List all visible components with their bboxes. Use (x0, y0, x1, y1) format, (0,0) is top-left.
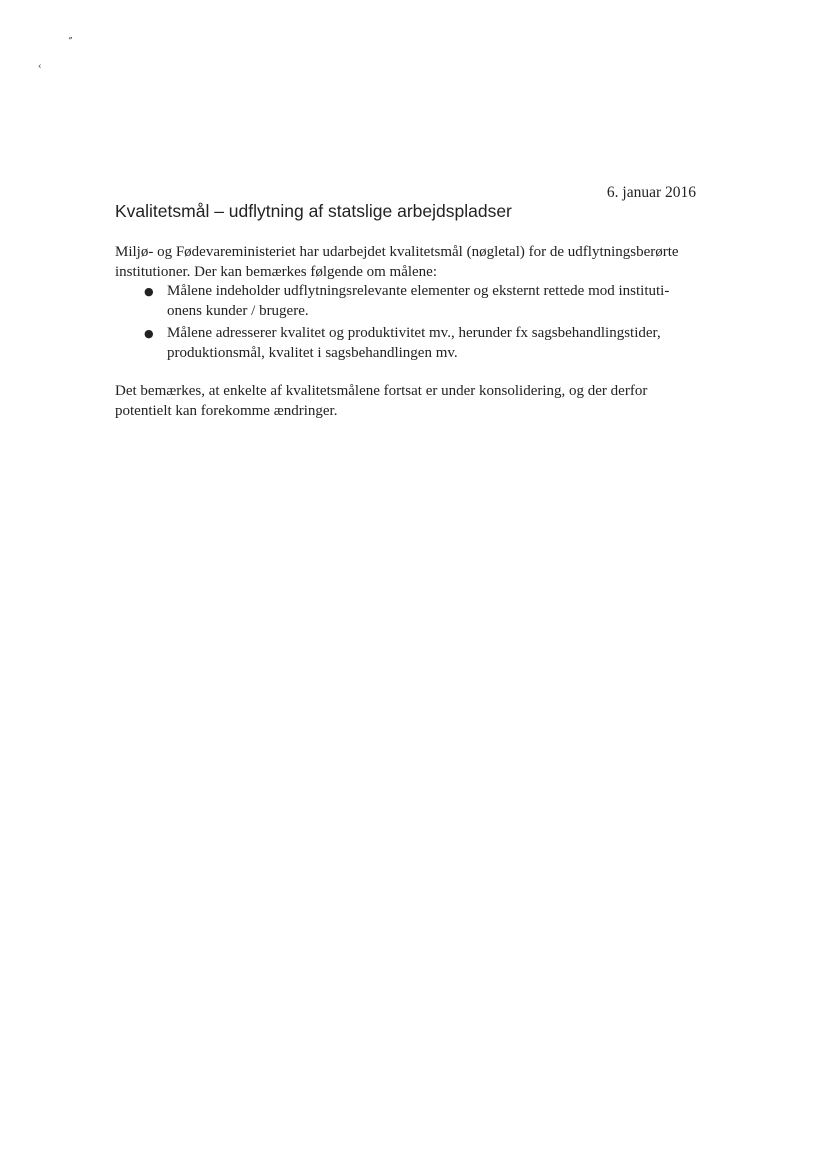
intro-line: institutioner. Der kan bemærkes følgende om målene: (115, 263, 438, 280)
intro-paragraph (115, 243, 705, 282)
bullet-icon: ● (144, 327, 154, 340)
document-title: Kvalitetsmål – udflytning af statslige arbejdspladser (115, 201, 512, 221)
bullet-item (144, 282, 705, 321)
bullet-item (144, 324, 705, 363)
bullet-icon: ● (144, 285, 154, 298)
bullet-line: Målene adresserer kvalitet og produktivitet mv., herunder fx sagsbehandlingstider, (167, 325, 661, 341)
document-date: 6. januar 2016 (606, 184, 696, 201)
bullet-line: produktionsmål, kvalitet i sagsbehandlingen mv. (167, 344, 458, 361)
scan-artifact-mark: ˮ (68, 37, 73, 47)
document-body (115, 243, 705, 421)
bullet-list (115, 282, 705, 363)
intro-line: Miljø- og Fødevareministeriet har udarbejdet kvalitetsmål (nøgletal) for de udflytningsberørte (115, 244, 679, 260)
closing-paragraph (115, 382, 705, 421)
bullet-line: Målene indeholder udflytningsrelevante elementer og eksternt rettede mod instituti- (167, 283, 670, 299)
closing-line: potentielt kan forekomme ændringer. (115, 402, 338, 419)
closing-line: Det bemærkes, at enkelte af kvalitetsmålene fortsat er under konsolidering, og der derfor (115, 383, 648, 399)
scan-artifact-mark: ‹ (38, 62, 42, 72)
bullet-line: onens kunder / brugere. (167, 302, 309, 319)
